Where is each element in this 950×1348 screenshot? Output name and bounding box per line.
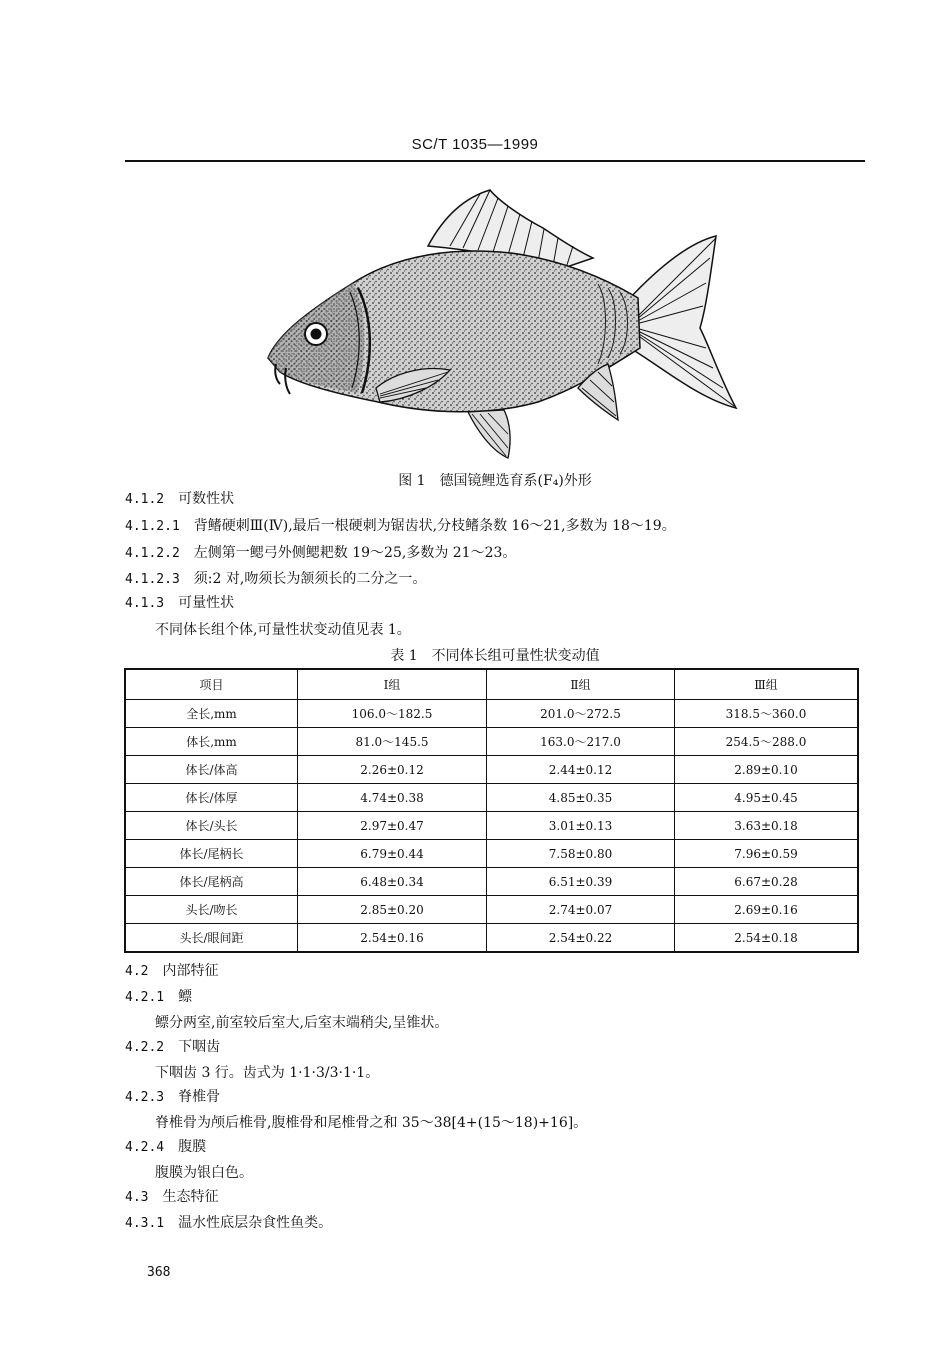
- section-number: 4.2.2: [125, 1040, 165, 1055]
- section-4-2-3-body: 脊椎骨为颅后椎骨,腹椎骨和尾椎骨之和 35～38[4+(15～18)+16]。: [155, 1115, 588, 1131]
- section-text: 须:2 对,吻须长为颔须长的二分之一。: [193, 571, 427, 587]
- table-cell: 4.74±0.38: [298, 784, 487, 812]
- table-cell: 体长/体高: [125, 756, 298, 784]
- section-4-2: [125, 961, 218, 982]
- section-text: 温水性底层杂食性鱼类。: [178, 1215, 333, 1231]
- table-cell: 头长/眼间距: [125, 924, 298, 953]
- table-cell: 体长/体厚: [125, 784, 298, 812]
- section-heading: 生态特征: [162, 1189, 219, 1205]
- table-cell: 体长/尾柄长: [125, 840, 298, 868]
- figure-caption: 图 1 德国镜鲤选育系(F₄)外形: [398, 473, 592, 489]
- section-4-2-3: [125, 1087, 220, 1108]
- table-cell: 3.01±0.13: [487, 812, 675, 840]
- section-number: 4.3: [125, 1190, 149, 1205]
- section-4-2-1: [125, 987, 192, 1008]
- section-4-1-2-1: [125, 516, 676, 537]
- section-heading: 鳔: [178, 989, 193, 1005]
- table-row: [125, 812, 858, 840]
- section-heading: 内部特征: [162, 963, 219, 979]
- section-4-2-2-body: 下咽齿 3 行。齿式为 1·1·3/3·1·1。: [155, 1065, 380, 1081]
- table-cell: 头长/吻长: [125, 896, 298, 924]
- section-number: 4.1.3: [125, 596, 165, 611]
- section-4-2-4: [125, 1137, 206, 1158]
- table-row: [125, 756, 858, 784]
- section-number: 4.3.1: [125, 1216, 165, 1231]
- table-cell: 6.67±0.28: [675, 868, 859, 896]
- table-cell: 6.48±0.34: [298, 868, 487, 896]
- table-cell: 2.54±0.18: [675, 924, 859, 953]
- table-cell: 2.97±0.47: [298, 812, 487, 840]
- table-cell: 体长/头长: [125, 812, 298, 840]
- section-4-3-1: [125, 1213, 332, 1234]
- section-4-1-2-3: [125, 569, 426, 590]
- table-cell: 81.0～145.5: [298, 728, 487, 756]
- table-row: [125, 924, 858, 953]
- section-4-1-2-2: [125, 543, 516, 564]
- table-cell: 254.5～288.0: [675, 728, 859, 756]
- table-cell: 201.0～272.5: [487, 700, 675, 728]
- section-heading: 可量性状: [178, 595, 235, 611]
- table-cell: 体长,mm: [125, 728, 298, 756]
- page-header: SC/T 1035—1999: [411, 136, 539, 153]
- measurable-traits-table: [124, 668, 859, 953]
- section-text: 背鳍硬刺Ⅲ(Ⅳ),最后一根硬刺为锯齿状,分枝鳍条数 16～21,多数为 18～19。: [193, 518, 676, 534]
- table-cell: 318.5～360.0: [675, 700, 859, 728]
- section-4-2-4-body: 腹膜为银白色。: [155, 1165, 253, 1181]
- table-header-row: [125, 669, 858, 700]
- section-number: 4.1.2: [125, 492, 165, 507]
- table-cell: 2.54±0.16: [298, 924, 487, 953]
- table-cell: 163.0～217.0: [487, 728, 675, 756]
- table-cell: 7.96±0.59: [675, 840, 859, 868]
- section-4-2-2: [125, 1037, 220, 1058]
- table-cell: 3.63±0.18: [675, 812, 859, 840]
- table-cell: 2.26±0.12: [298, 756, 487, 784]
- section-number: 4.1.2.1: [125, 519, 180, 534]
- table-cell: 2.85±0.20: [298, 896, 487, 924]
- header-rule: [125, 160, 865, 162]
- header-cell: Ⅲ组: [675, 669, 859, 700]
- table-cell: 2.69±0.16: [675, 896, 859, 924]
- section-4-1-3: [125, 593, 234, 614]
- header-cell: Ⅱ组: [487, 669, 675, 700]
- table-cell: 6.79±0.44: [298, 840, 487, 868]
- table-row: [125, 700, 858, 728]
- section-heading: 腹膜: [178, 1139, 207, 1155]
- section-4-1-2: [125, 489, 234, 510]
- section-number: 4.2.4: [125, 1140, 165, 1155]
- header-cell: Ⅰ组: [298, 669, 487, 700]
- section-heading: 下咽齿: [178, 1039, 221, 1055]
- table-cell: 4.85±0.35: [487, 784, 675, 812]
- section-heading: 可数性状: [178, 491, 235, 507]
- section-number: 4.2.1: [125, 990, 165, 1005]
- section-text: 左侧第一鳃弓外侧鳃耙数 19～25,多数为 21～23。: [193, 545, 517, 561]
- page-number: 368: [147, 1265, 171, 1280]
- section-4-3: [125, 1187, 218, 1208]
- section-number: 4.1.2.2: [125, 546, 180, 561]
- table-title: 表 1 不同体长组可量性状变动值: [390, 648, 600, 664]
- table-row: [125, 896, 858, 924]
- section-number: 4.1.2.3: [125, 572, 180, 587]
- table-cell: 106.0～182.5: [298, 700, 487, 728]
- section-number: 4.2.3: [125, 1090, 165, 1105]
- table-cell: 2.54±0.22: [487, 924, 675, 953]
- mirror-carp-illustration: [258, 188, 742, 460]
- table-row: [125, 728, 858, 756]
- table-cell: 2.74±0.07: [487, 896, 675, 924]
- section-4-2-1-body: 鳔分两室,前室较后室大,后室末端稍尖,呈锥状。: [155, 1015, 449, 1031]
- section-number: 4.2: [125, 964, 149, 979]
- section-4-1-3-body: 不同体长组个体,可量性状变动值见表 1。: [155, 622, 411, 638]
- table-cell: 6.51±0.39: [487, 868, 675, 896]
- header-cell: 项目: [125, 669, 298, 700]
- table-row: [125, 840, 858, 868]
- section-heading: 脊椎骨: [178, 1089, 221, 1105]
- table-cell: 全长,mm: [125, 700, 298, 728]
- table-cell: 4.95±0.45: [675, 784, 859, 812]
- table-cell: 2.44±0.12: [487, 756, 675, 784]
- table-cell: 2.89±0.10: [675, 756, 859, 784]
- table-row: [125, 868, 858, 896]
- table-cell: 7.58±0.80: [487, 840, 675, 868]
- table-cell: 体长/尾柄高: [125, 868, 298, 896]
- table-row: [125, 784, 858, 812]
